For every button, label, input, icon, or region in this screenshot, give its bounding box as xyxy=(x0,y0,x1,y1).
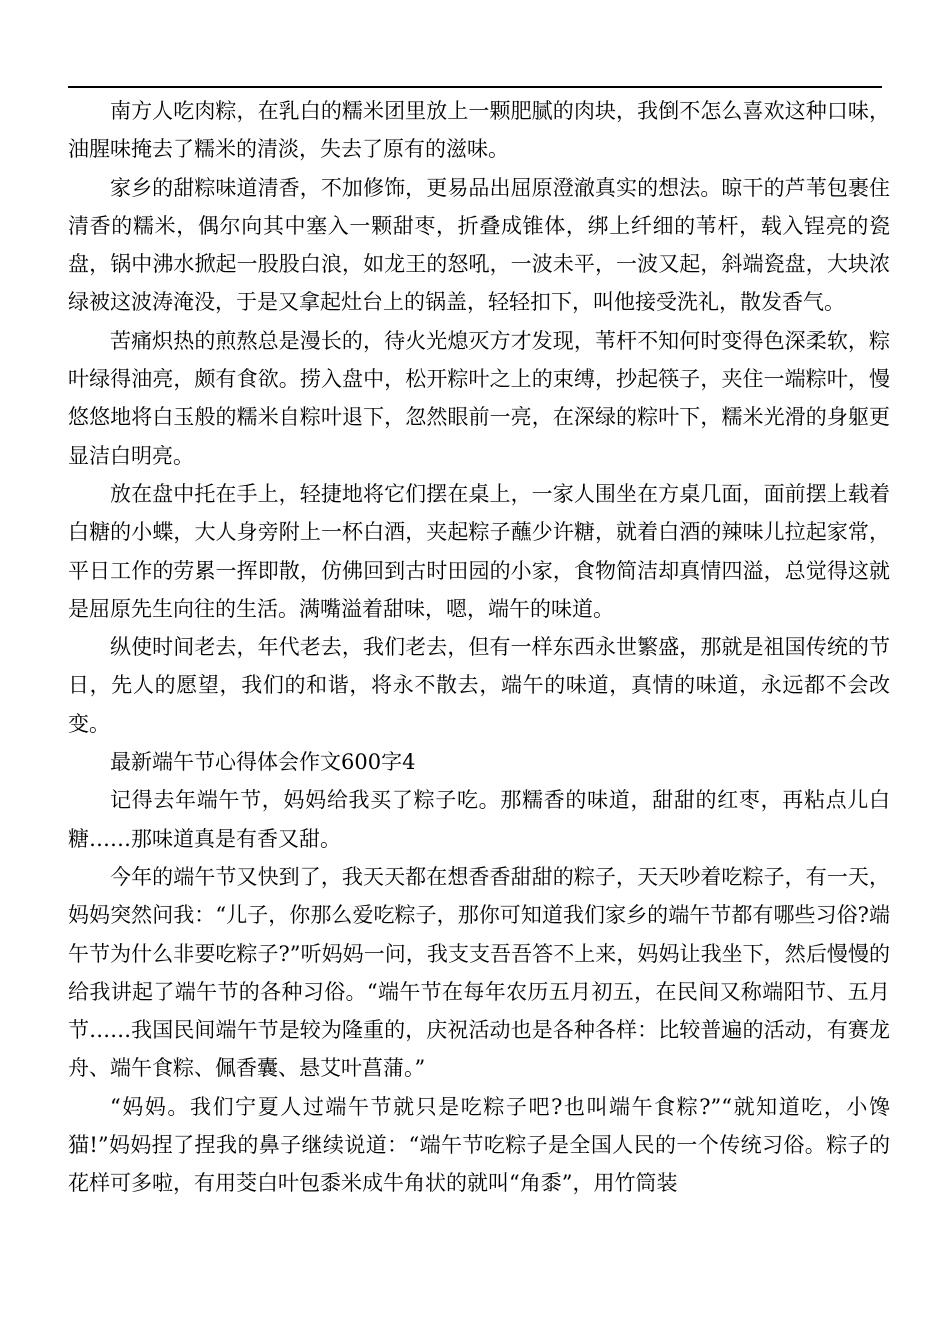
paragraph: 放在盘中托在手上，轻捷地将它们摆在桌上，一家人围坐在方桌几面，面前摆上载着白糖的小蝶，大人身旁附上一杯白酒，夹起粽子蘸少许糖，就着白酒的辣味儿拉起家常，平日工作的劳累一挥即散，仿佛回到古时田园的小家，食物简洁却真情四溢，总觉得这就是屈原先生向往的生活。满嘴溢着甜味，嗯，端午的味道。 xyxy=(68,481,890,621)
section-heading: 最新端午节心得体会作文600字4 xyxy=(110,750,416,775)
paragraph: 家乡的甜粽味道清香，不加修饰，更易品出屈原澄澈真实的想法。晾干的芦苇包裹住清香的糯米，偶尔向其中塞入一颗甜枣，折叠成锥体，绑上纤细的苇杆，载入锃亮的瓷盘，锅中沸水掀起一股股白浪，如龙王的怒吼，一波未平，一波又起，斜端瓷盘，大块浓绿被这波涛淹没，于是又拿起灶台上的锅盖，轻轻扣下，叫他接受洗礼，散发香气。 xyxy=(68,175,890,315)
paragraph: 今年的端午节又快到了，我天天都在想香香甜甜的粽子，天天吵着吃粽子，有一天，妈妈突然问我：“儿子，你那么爱吃粽子，那你可知道我们家乡的端午节都有哪些习俗?端午节为什么非要吃粽子?”听妈妈一问，我支支吾吾答不上来，妈妈让我坐下，然后慢慢的给我讲起了端午节的各种习俗。“端午节在每年农历五月初五，在民间又称端阳节、五月节……我国民间端午节是较为隆重的，庆祝活动也是各种各样：比较普遍的活动，有赛龙舟、端午食粽、佩香囊、悬艾叶菖蒲。” xyxy=(68,864,890,1081)
paragraph: 南方人吃肉粽，在乳白的糯米团里放上一颗肥腻的肉块，我倒不怎么喜欢这种口味，油腥味掩去了糯米的清淡，失去了原有的滋味。 xyxy=(68,99,890,162)
paragraph: 记得去年端午节，妈妈给我买了粽子吃。那糯香的味道，甜甜的红枣，再粘点儿白糖……那味道真是有香又甜。 xyxy=(68,788,890,851)
header-rule xyxy=(68,86,882,88)
paragraph: 苦痛炽热的煎熬总是漫长的，待火光熄灭方才发现，苇杆不知何时变得色深柔软，粽叶绿得油亮，颇有食欲。捞入盘中，松开粽叶之上的束缚，抄起筷子，夹住一端粽叶，慢悠悠地将白玉般的糯米自粽叶退下，忽然眼前一亮，在深绿的粽叶下，糯米光滑的身躯更显洁白明亮。 xyxy=(68,328,890,468)
paragraph: “妈妈。我们宁夏人过端午节就只是吃粽子吧?也叫端午食粽?”“就知道吃，小馋猫!”妈妈捏了捏我的鼻子继续说道：“端午节吃粽子是全国人民的一个传统习俗。粽子的花样可多啦，有用茭白叶包黍米成牛角状的就叫“角黍”，用竹筒装 xyxy=(68,1094,890,1196)
paragraph: 纵使时间老去，年代老去，我们老去，但有一样东西永世繁盛，那就是祖国传统的节日，先人的愿望，我们的和谐，将永不散去，端午的味道，真情的味道，永远都不会改变。 xyxy=(68,635,890,736)
document-body xyxy=(68,92,890,1203)
